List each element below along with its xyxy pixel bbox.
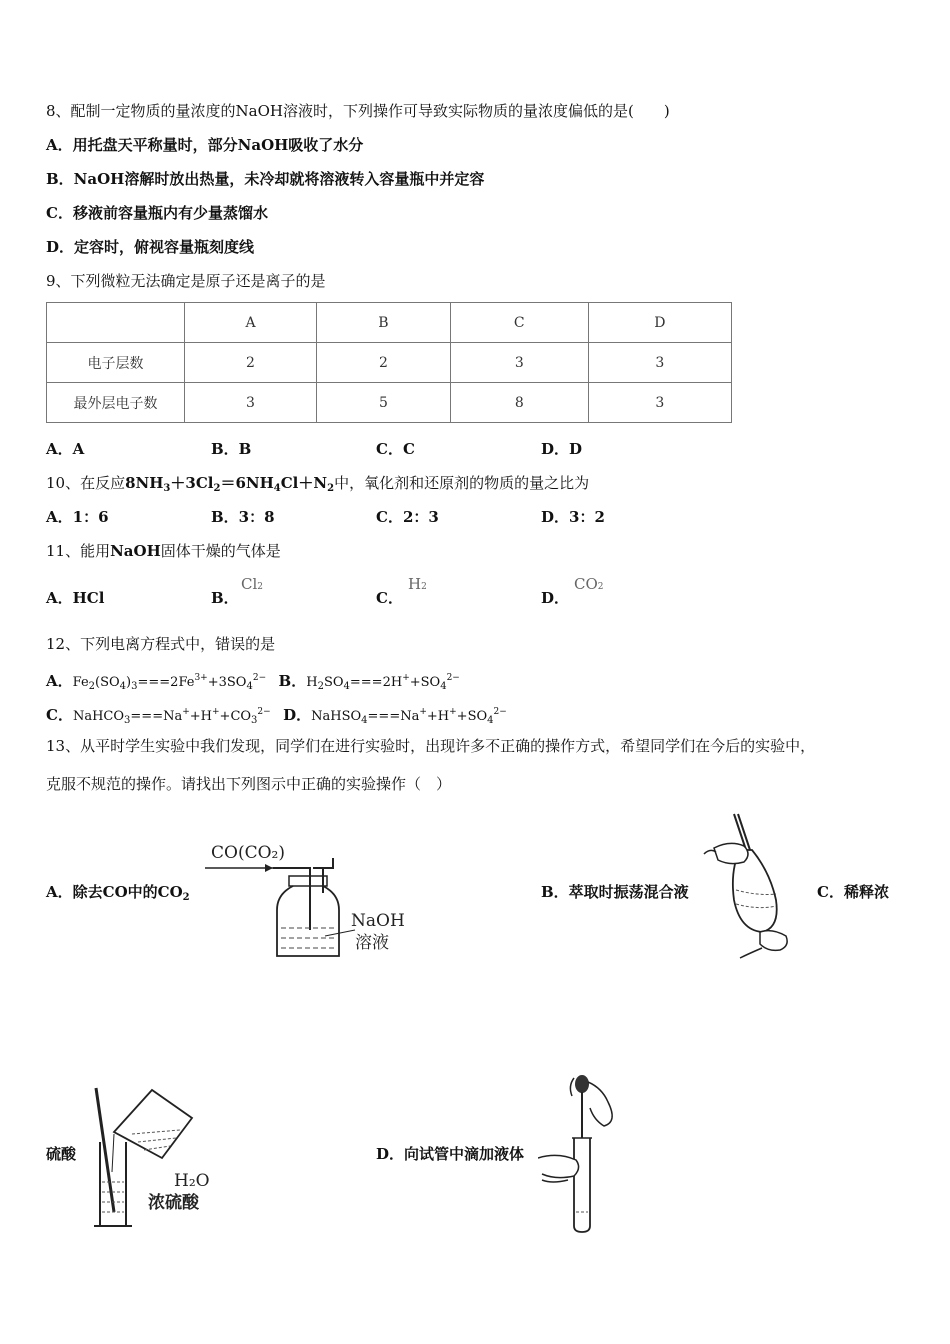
q10-stem	[46, 473, 589, 499]
q10-option-c: C．2：3	[376, 508, 439, 526]
q12-row-ab: A．$Fe_2(SO_4)_3===2Fe^{3+}+3SO_4^{2-}$ B．$H_2SO_4===2H^++SO_4^{2-}$	[46, 672, 460, 692]
q9-option-b: B．B	[211, 440, 252, 458]
q13-option-c-part1: C．稀释浓	[817, 883, 889, 901]
table-cell: 2	[317, 343, 451, 383]
q9-option-a: A．A	[46, 440, 85, 458]
q10-option-a: A．1：6	[46, 508, 109, 526]
q13-stem-line2: 克服不规范的操作。请找出下列图示中正确的实验操作（ ）	[46, 775, 452, 793]
figure-b-separatory-funnel	[700, 810, 800, 962]
q8-option-c: C．移液前容量瓶内有少量蒸馏水	[46, 204, 268, 222]
table-cell: 5	[317, 383, 451, 423]
table-cell: 电子层数	[47, 343, 185, 383]
q8-option-a: A．用托盘天平称量时，部分NaOH吸收了水分	[46, 136, 364, 154]
q11-option-a: A．HCl	[46, 589, 105, 607]
q10-option-d: D．3：2	[541, 508, 605, 526]
q11-option-c: C．	[376, 589, 403, 607]
table-cell: C	[450, 303, 588, 343]
q8-stem: 8、配制一定物质的量浓度的NaOH溶液时，下列操作可导致实际物质的量浓度偏低的是( )	[46, 102, 670, 120]
figure-c-label-acid: 浓硫酸	[148, 1193, 199, 1213]
table-row	[47, 383, 732, 423]
table-cell: 8	[450, 383, 588, 423]
figure-a-label-naoh: NaOH	[351, 911, 405, 931]
q8-option-b: B．NaOH溶解时放出热量，未冷却就将溶液转入容量瓶中并定容	[46, 170, 485, 188]
q11-gas-d: CO2	[574, 575, 604, 593]
figure-c-label-water: H₂O	[174, 1171, 210, 1191]
q9-table	[46, 302, 732, 423]
figure-d-dropper	[538, 1072, 634, 1234]
figure-a-wash-bottle	[205, 838, 430, 963]
q10-tail: 中，氧化剂和还原剂的物质的量之比为	[334, 474, 590, 492]
q10-option-b: B．3：8	[211, 508, 275, 526]
table-cell: 2	[185, 343, 317, 383]
table-cell: 3	[588, 343, 731, 383]
q11-gas-b: Cl2	[241, 575, 264, 593]
q12-stem: 12、下列电离方程式中，错误的是	[46, 635, 276, 653]
table-header-row	[47, 303, 732, 343]
q8-option-d: D．定容时，俯视容量瓶刻度线	[46, 238, 255, 256]
table-cell: A	[185, 303, 317, 343]
figure-a-label-solution: 溶液	[355, 933, 389, 953]
table-cell: 3	[185, 383, 317, 423]
figure-a-label-gas: CO(CO₂)	[211, 843, 285, 863]
q9-option-c: C．C	[376, 440, 415, 458]
q11-option-b: B．	[211, 589, 239, 607]
q10-equation: $8NH_3+3Cl_2=6NH_4Cl+N_2$	[125, 474, 335, 494]
table-cell	[47, 303, 185, 343]
table-cell: B	[317, 303, 451, 343]
table-cell: 最外层电子数	[47, 383, 185, 423]
table-cell: 3	[588, 383, 731, 423]
q13-stem-line1: 13、从平时学生实验中我们发现，同学们在进行实验时，出现许多不正确的操作方式，希望同学们在今后的实验中，	[46, 737, 816, 755]
q9-stem: 9、下列微粒无法确定是原子还是离子的是	[46, 272, 326, 290]
q11-option-d: D．	[541, 589, 570, 607]
q12-row-cd: C．$NaHCO_3===Na^++H^++CO_3^{2-}$ D．$NaHSO_4===Na^++H^++SO_4^{2-}$	[46, 706, 507, 726]
q11-stem: 11、能用NaOH固体干燥的气体是	[46, 542, 281, 560]
q9-option-d: D．D	[541, 440, 583, 458]
q11-gas-c: H2	[408, 575, 427, 593]
table-row	[47, 343, 732, 383]
q13-option-b: B．萃取时振荡混合液	[541, 883, 689, 901]
table-cell: 3	[450, 343, 588, 383]
q10-num: 10、在反应	[46, 474, 126, 492]
table-cell: D	[588, 303, 731, 343]
figure-c-dilution	[92, 1082, 242, 1230]
q13-option-d: D．向试管中滴加液体	[376, 1145, 525, 1163]
q13-option-a: A．除去CO中的$CO_2$	[46, 883, 190, 903]
q13-option-c-part2: 硫酸	[46, 1145, 77, 1163]
